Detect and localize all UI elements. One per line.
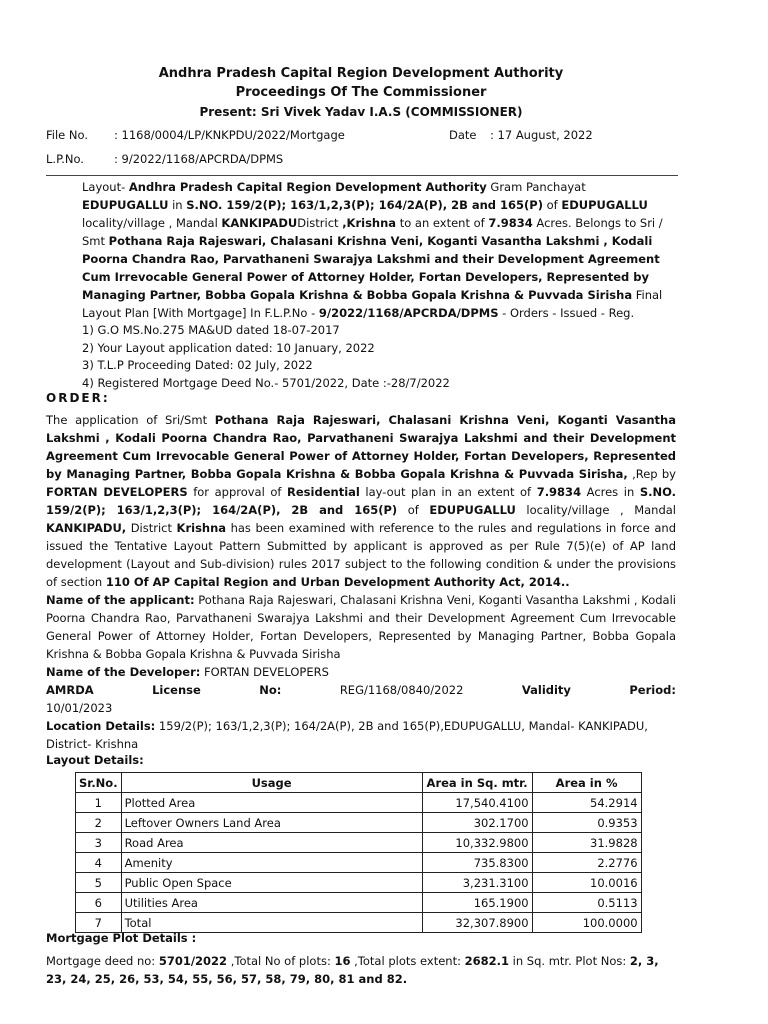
order-paragraph: The application of Sri/Smt Pothana Raja Rajeswari, Chalasani Krishna Veni, Koganti Vasantha Lakshmi , Kodali Poorna Chandra Rao, Parvathaneni Swarajya Lakshmi and their Development Agreement Cum Irrevocable General Power of Attorney Holder, Fortan Developers, Represented by Managing Partner, Bobba Gopala Krishna & Bobba Gopala Krishna & Puvvada Sirisha, ,Rep by FORTAN DEVELOPERS for approval of Residential lay-out plan in an extent of 7.9834 Acres in S.NO. 159/2(P); 163/1,2,3(P); 164/2A(P), 2B and 165(P) of EDUPUGALLU locality/village , Mandal KANKIPADU, District Krishna has been examined with reference to the rules and regulations in force and issued the Tentative Layout Pattern Submitted by applicant is approved as per Rule 7(5)(e) of AP land development (Layout and Sub-division) rules 2017 subject to the following condition & under the provisions of section 110 Of AP Capital Region and Urban Development Authority Act, 2014.. [46,413,676,589]
layout-details-label: Layout Details: [46,753,144,767]
file-no-value: : 1168/0004/LP/KNKPDU/2022/Mortgage [114,128,345,142]
present-line: Present: Sri Vivek Yadav I.A.S (COMMISSIONER) [199,105,523,119]
order-heading: ORDER: [46,391,110,405]
org-heading: Andhra Pradesh Capital Region Development Authority [158,66,564,81]
lp-no-label: L.P.No. [46,152,84,166]
developer-details: Name of the Developer: FORTAN DEVELOPERS [46,665,329,679]
table-row: 3 Road Area 10,332.9800 31.9828 [76,833,642,853]
table-row: 1 Plotted Area 17,540.4100 54.2914 [76,793,642,813]
amrda-license: AMRDA License No: REG/1168/0840/2022 Validity Period: 10/01/2023 [46,683,676,715]
file-no-label: File No. [46,128,88,142]
reference-item: 1) G.O MS.No.275 MA&UD dated 18-07-2017 [82,323,340,337]
col-sr-no: Sr.No. [76,773,122,793]
mortgage-label: Mortgage Plot Details : [46,931,197,945]
table-row: 6 Utilities Area 165.1900 0.5113 [76,893,642,913]
mortgage-details: Mortgage deed no: 5701/2022 ,Total No of plots: 16 ,Total plots extent: 2682.1 in Sq. mtr. Plot Nos: 2, 3, 23, 24, 25, 26, 53, 54, 55, 56, 57, 58, 79, 80, 81 and 82. [46,954,659,986]
reference-item: 3) T.L.P Proceeding Dated: 02 July, 2022 [82,358,313,372]
table-row: 4 Amenity 735.8300 2.2776 [76,853,642,873]
location-details: Location Details: 159/2(P); 163/1,2,3(P); 164/2A(P), 2B and 165(P),EDUPUGALLU, Mandal- KANKIPADU, District- Krishna [46,719,648,751]
col-usage: Usage [121,773,422,793]
applicant-details: Name of the applicant: Pothana Raja Rajeswari, Chalasani Krishna Veni, Koganti Vasantha Lakshmi , Kodali Poorna Chandra Rao, Parvathaneni Swarajya Lakshmi and their Development Agreement Cum Irrevocable General Power of Attorney Holder, Fortan Developers, Represented by Managing Partner, Bobba Gopala Krishna & Bobba Gopala Krishna & Puvvada Sirisha [46,593,676,661]
col-area-sqm: Area in Sq. mtr. [422,773,532,793]
divider [46,175,678,176]
table-row: 7 Total 32,307.8900 100.0000 [76,913,642,933]
layout-subject: Layout- Andhra Pradesh Capital Region Development Authority Gram Panchayat EDUPUGALLU in S.NO. 159/2(P); 163/1,2,3(P); 164/2A(P), 2B and 165(P) of EDUPUGALLU locality/village , Mandal KANKIPADUDistrict ,Krishna to an extent of 7.9834 Acres. Belongs to Sri / Smt Pothana Raja Rajeswari, Chalasani Krishna Veni, Koganti Vasantha Lakshmi , Kodali Poorna Chandra Rao, Parvathaneni Swarajya Lakshmi and their Development Agreement Cum Irrevocable General Power of Attorney Holder, Fortan Developers, Represented by Managing Partner, Bobba Gopala Krishna & Bobba Gopala Krishna & Puvvada Sirisha Final Layout Plan [With Mortgage] In F.L.P.No - 9/2022/1168/APCRDA/DPMS - Orders - Issued - Reg. [82,180,663,320]
date-label: Date [449,128,477,142]
table-header-row [76,773,642,793]
reference-item: 2) Your Layout application dated: 10 January, 2022 [82,340,375,355]
col-area-pct: Area in % [532,773,641,793]
layout-table [75,772,642,933]
reference-item: 4) Registered Mortgage Deed No.- 5701/2022, Date :-28/7/2022 [82,375,450,390]
proceedings-heading: Proceedings Of The Commissioner [235,85,487,100]
table-row: 2 Leftover Owners Land Area 302.1700 0.9353 [76,813,642,833]
date-value: : 17 August, 2022 [490,128,593,142]
table-row: 5 Public Open Space 3,231.3100 10.0016 [76,873,642,893]
references-list [82,322,672,392]
lp-no-value: : 9/2022/1168/APCRDA/DPMS [114,152,284,166]
